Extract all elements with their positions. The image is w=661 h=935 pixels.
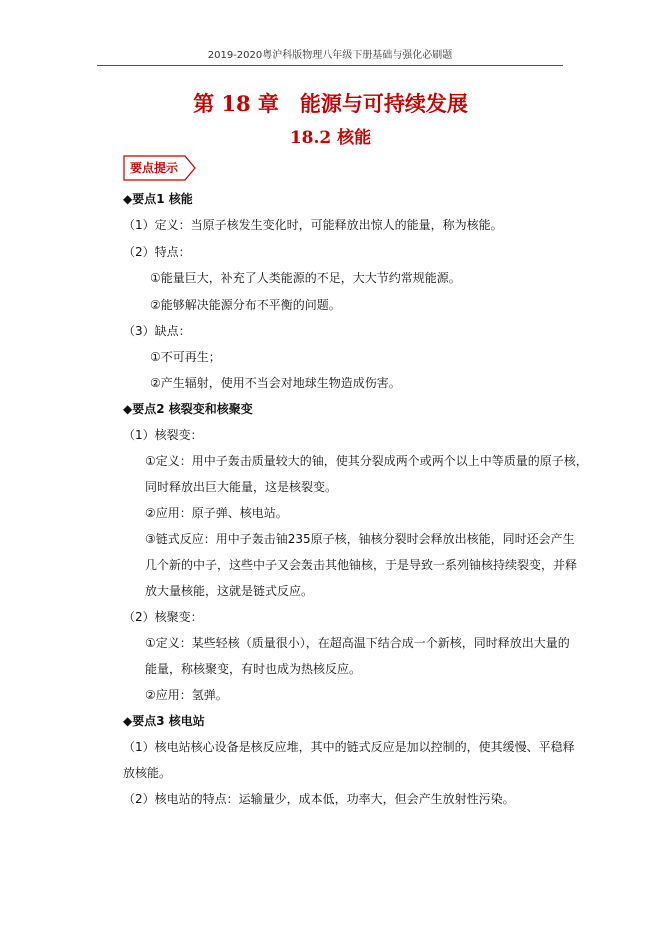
point1-line5: （3）缺点： xyxy=(123,324,191,338)
point2-line4: ②应用：原子弹、核电站。 xyxy=(145,506,288,520)
banner-label: 要点提示 xyxy=(129,161,178,175)
point2-line11: ②应用：氢弹。 xyxy=(145,688,228,702)
point2-line7: 放大量核能，这就是链式反应。 xyxy=(145,584,314,598)
point2-line6: 几个新的中子，这些中子又会轰击其他铀核，于是导致一系列铀核持续裂变，并释 xyxy=(145,558,578,572)
point1-line6: ①不可再生； xyxy=(150,350,221,364)
point1-line3: ①能量巨大，补充了人类能源的不足，大大节约常规能源。 xyxy=(150,271,461,285)
point1-line7: ②产生辐射，使用不当会对地球生物造成伤害。 xyxy=(150,376,401,390)
chapter-title: 第 18 章 能源与可持续发展 xyxy=(193,91,468,116)
point2-line8: （2）核聚变： xyxy=(123,610,203,624)
point3-line1: （1）核电站核心设备是核反应堆，其中的链式反应是加以控制的，使其缓慢、平稳释 xyxy=(123,740,575,754)
point2-line5: ③链式反应：用中子轰击铀235原子核，铀核分裂时会释放出核能，同时还会产生 xyxy=(145,532,575,546)
point3-line3: （2）核电站的特点：运输量少，成本低，功率大，但会产生放射性污染。 xyxy=(123,792,515,806)
key-points-banner xyxy=(123,155,197,181)
point2-line2: ①定义：用中子轰击质量较大的铀，使其分裂成两个或两个以上中等质量的原子核， xyxy=(145,454,588,468)
point2-line10: 能量，称核聚变，有时也成为热核反应。 xyxy=(145,662,362,676)
point3-line2: 放核能。 xyxy=(123,766,172,780)
point1-line1: （1）定义：当原子核发生变化时，可能释放出惊人的能量，称为核能。 xyxy=(123,218,503,232)
section-title: 18.2 核能 xyxy=(289,128,372,148)
point1-line4: ②能够解决能源分布不平衡的问题。 xyxy=(150,298,341,312)
point1-line2: （2）特点： xyxy=(123,245,191,259)
point3-heading: ◆要点3 核电站 xyxy=(123,714,205,728)
point1-heading: ◆要点1 核能 xyxy=(123,192,193,206)
point2-line9: ①定义：某些轻核（质量很小），在超高温下结合成一个新核，同时释放出大量的 xyxy=(145,636,570,650)
page-header: 2019-2020粤沪科版物理八年级下册基础与强化必刷题 xyxy=(97,46,563,66)
point2-heading: ◆要点2 核裂变和核聚变 xyxy=(123,402,253,416)
point2-line1: （1）核裂变： xyxy=(123,428,203,442)
point2-line3: 同时释放出巨大能量，这是核裂变。 xyxy=(145,480,338,494)
